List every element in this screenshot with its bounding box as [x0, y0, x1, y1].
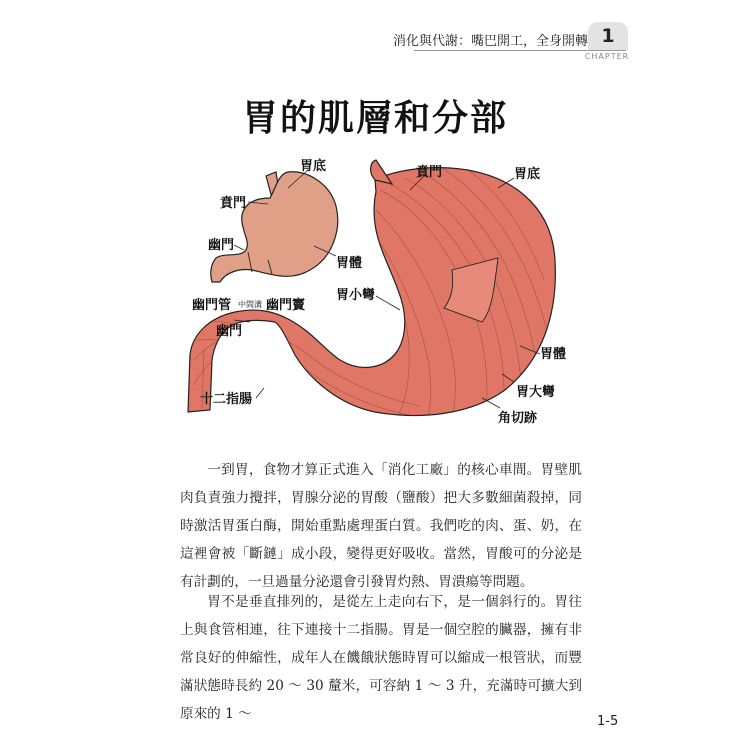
- label-cardia-right: 賁門: [416, 165, 443, 180]
- label-pylorus-lower: 幽門: [216, 324, 243, 339]
- body-paragraph-2: 胃不是垂直排列的，是從左上走向右下，是一個斜行的。胃往上與食管相連，往下連接十二指腸。胃是一個空腔的臟器，擁有非常良好的伸縮性，成年人在饑餓狀態時胃可以縮成一根管狀，而豐滿狀態時長約 20 ～ 30 釐米，可容納 1 ～ 3 升，充滿時可擴大到原來的 1 ～: [180, 594, 582, 722]
- header-rule: [414, 50, 626, 51]
- running-header-title: 消化與代謝：嘴巴開工，全身開轉: [392, 34, 588, 49]
- label-fundus-left: 胃底: [300, 159, 327, 174]
- label-pyloric-canal: 幽門管: [192, 298, 232, 313]
- label-intermediate-groove: 中間溝: [238, 300, 262, 309]
- page-title: 胃的肌層和分部: [241, 98, 508, 139]
- label-pylorus-left: 幽門: [208, 238, 235, 253]
- body-paragraph-1: 一到胃，食物才算正式進入「消化工廠」的核心車間。胃壁肌肉負責強力攪拌，胃腺分泌的胃酸（鹽酸）把大多數細菌殺掉，同時激活胃蛋白酶，開始重點處理蛋白質。我們吃的肉、蛋、奶，在這裡會被「斷鏈」成小段，變得更好吸收。當然，胃酸可的分泌是有計劃的，一旦過量分泌還會引發胃灼熱、胃潰瘍等問題。: [180, 462, 582, 590]
- label-body-right: 胃體: [540, 347, 567, 362]
- chapter-number-tab: 1: [588, 22, 628, 50]
- page-number: 1-5: [597, 714, 619, 729]
- stomach-diagram: [180, 150, 580, 440]
- label-fundus-right: 胃底: [514, 167, 541, 182]
- label-body-left: 胃體: [336, 256, 363, 271]
- label-duodenum: 十二指腸: [200, 392, 253, 407]
- label-lesser-curvature: 胃小彎: [336, 288, 376, 303]
- chapter-label: CHAPTER: [584, 52, 630, 61]
- label-angular-notch: 角切跡: [498, 411, 538, 426]
- label-cardia-left: 賁門: [220, 196, 247, 211]
- label-pyloric-antrum: 幽門竇: [266, 298, 306, 313]
- label-greater-curvature: 胃大彎: [516, 385, 556, 400]
- small-stomach-illustration: [211, 172, 338, 282]
